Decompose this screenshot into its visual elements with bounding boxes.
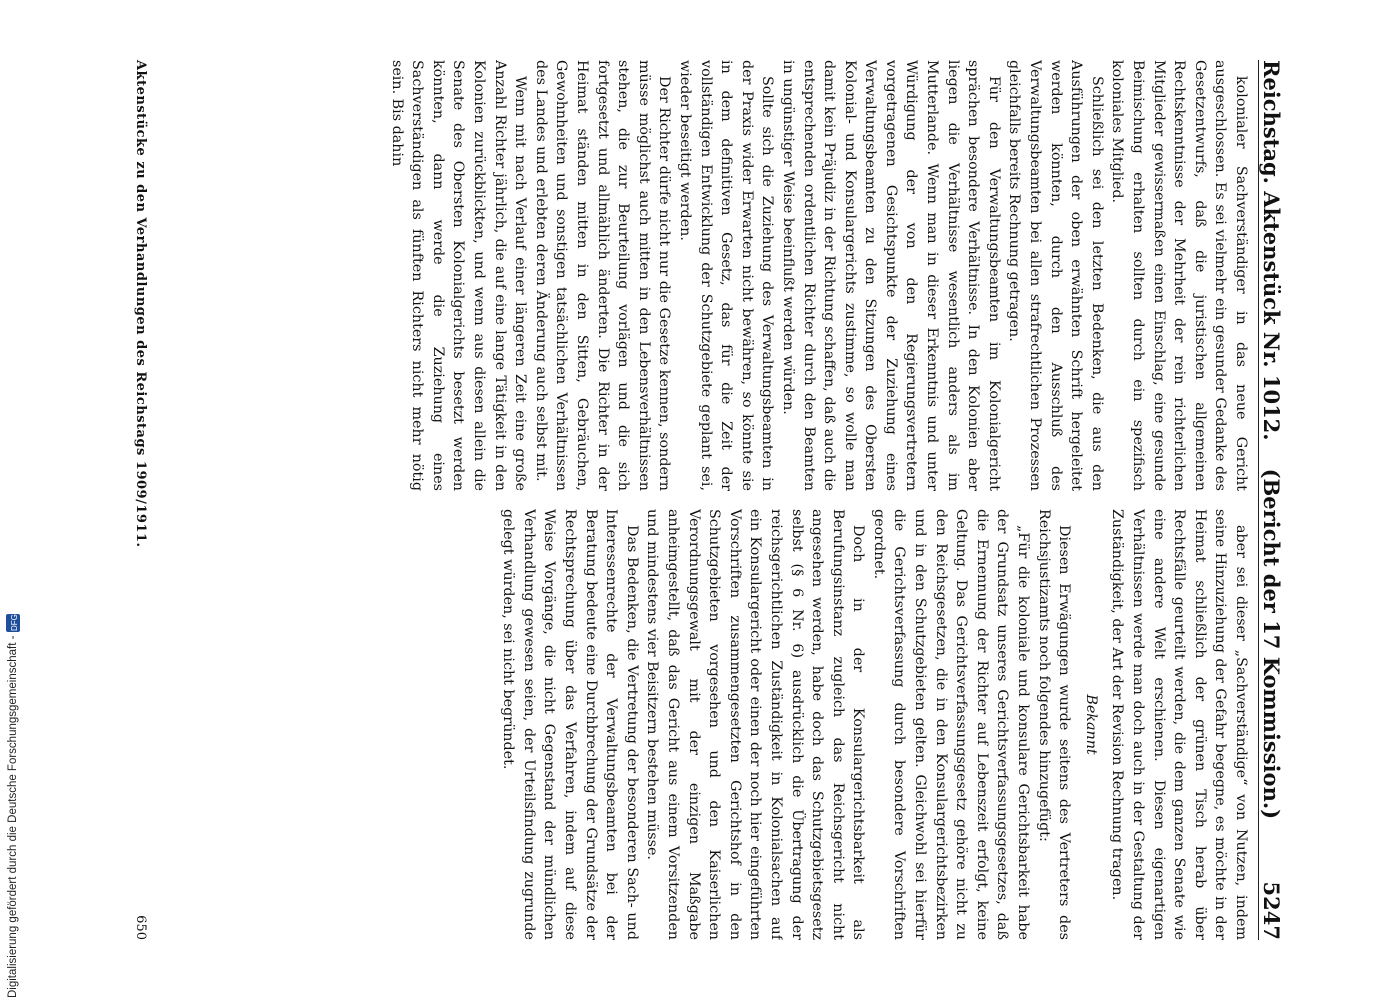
paragraph: Sollte sich die Zuziehung des Verwaltungsbeamten in der Praxis wider Erwarten nicht bewähren, so könnte sie in dem definitiven Gesetz, das für die Zeit der vollständigen Entwicklung der Schutzgebiete geplant sei, wieder beseitigt werden. — [676, 60, 776, 491]
page-content — [63, 60, 1303, 940]
footer-title: Aktenstücke zu den Verhandlungen des Reichstags 1909/1911. — [133, 60, 148, 548]
paragraph: Der Richter dürfe nicht nur die Gesetze kennen, sondern müsse möglichst auch mitten in den Lebensverhältnissen stehen, die zur Beurteilung vorlägen und die sich fortgesetzt und allmählich änderten. Die Richter in der Heimat ständen mitten in den Sitten, Gebräuchen, Gewohnheiten und sonstigen tatsächlichen Verhältnissen des Landes und erlebten deren Änderung auch selbst mit. — [532, 60, 673, 491]
paragraph: Für den Verwaltungsbeamten im Kolonialgericht sprächen besondere Verhältnisse. In den Kolonien aber liegen die Verhältnisse wesentlich anders als im Mutterlande. Wenn man in dieser Erkenntnis und unter Würdigung der von den Regierungsvertretern vorgetragenen Gesichtspunkte der Zuziehung eines Verwaltungsbeamten zu den Sitzungen des Obersten Kolonial- und Konsulargerichts zustimme, so wolle man damit kein Präjudiz in der Richtung schaffen, daß auch die entsprechenden ordentlichen Richter durch den Beamten in ungünstiger Weise beeinflußt werden würden. — [779, 60, 1002, 491]
section-label: Bekannt — [1082, 694, 1099, 755]
paragraph: aber sei dieser „Sachverständige“ von Nutzen, indem seine Hinzuziehung der Gefahr begegne, es möchte in der Heimat schließlich der grünen Tisch herab über Rechtsfälle geurteilt werden, die dem ganzen Senate wie eine andere Welt erschienen. Diesen eigenartigen Verhältnissen werde man doch auch in der Gestaltung der Zuständigkeit, der Art der Revision Rechnung tragen. — [1109, 509, 1249, 940]
header-commission: (Bericht der 17 Kommission.) — [1259, 468, 1284, 820]
right-column — [173, 509, 1251, 940]
digitization-text: Digitalisierung gefördert durch die Deutsche Forschungsgemeinschaft - — [7, 635, 19, 998]
paragraph: Doch in der Konsulargerichtsbarkeit als Berufungsinstanz zugleich das Reichsgericht nicht angesehen werden, habe doch das Schutzgebietsgesetz selbst (§ 6 Nr. 6) ausdrücklich die Übertragung der reichsgerichtlichen Zuständigkeit in Kolonialsachen auf ein Konsulargericht oder einen der noch hier eingeführten Vorschriften zusammengesetzten Gerichtshof in den Schutzgebieten vorgesehen und den Kaiserlichen Verordnungsgewalt mit der einzigen Maßgabe anheimgestellt, daß das Gericht aus einem Vorsitzenden und mindestens vier Beisitzern bestehen müsse. — [644, 509, 867, 940]
paragraph: kolonialer Sachverständiger in das neue Gericht ausgeschlossen. Es sei vielmehr ein gesunder Gedanke des Gesetzentwurfs, daß die juristischen allgemeinen Rechtskenntnisse der Mehrheit der rein richterlichen Mitglieder gewissermaßen einen Einschlag, eine gesunde Beimischung erhalten sollten durch ein spezifisch koloniales Mitglied. — [1109, 60, 1249, 491]
paragraph: „Für die koloniale und konsulare Gerichtsbarkeit habe der Grundsatz unseres Gerichtsverfassungsgesetzes, daß die Ernennung der Richter auf Lebenszeit erfolgt, keine Geltung. Das Gerichtsverfassungsgesetz gehöre nicht zu den Reichsgesetzen, die in den Konsulargerichtsbezirken und in den Schutzgebieten gelten. Gleichwohl sei hierfür die Gerichtsverfassung durch besondere Vorschriften geordnet. — [870, 509, 1032, 940]
page-number: 5247 — [1259, 881, 1284, 940]
dfg-logo-icon: DFG — [6, 614, 20, 632]
paragraph: Diesen Erwägungen wurde seitens des Vertreters des Reichsjustizamts noch folgendes hinzugefügt: — [1035, 509, 1073, 940]
page-footer — [133, 60, 148, 940]
text-columns — [173, 60, 1251, 940]
paragraph: Schließlich sei den letzten Bedenken, die aus den Ausführungen der oben erwähnten Schrift hergeleitet werden könnten, durch den Ausschluß des Verwaltungsbeamten bei allen strafrechtlichen Prozessen gleichfalls bereits Rechnung getragen. — [1006, 60, 1105, 491]
paragraph: Das Bedenken, die Vertretung der besonderen Sach- und Interessenrechte der Verwaltungsbeamten bei der Beratung bedeute eine Durchbrechung der Grundsätze der Rechtsprechung über das Verfahren, indem auf diese Weise Vorgänge, die nicht Gegenstand der mündlichen Verhandlung gewesen seien, der Urteilsfindung zugrunde gelegt würden, sei nicht begründet. — [500, 509, 640, 940]
left-column — [173, 60, 1251, 491]
digitization-note — [2, 560, 24, 998]
page-header — [1258, 60, 1303, 940]
paragraph: Wenn mit nach Verlauf einer längeren Zeit eine große Anzahl Richter jährlich, die auf eine lange Tätigkeit in den Kolonien zurückblickten, und wenn aus diesen allein die Senate des Obersten Kolonialgerichts besetzt werden könnten, dann werde die Zuziehung eines Sachverständigen als fünften Richters nicht mehr nötig sein. Bis dahin — [388, 60, 529, 491]
footer-page: 650 — [133, 915, 148, 940]
header-title: Reichstag. Aktenstück Nr. 1012. — [1259, 60, 1284, 441]
